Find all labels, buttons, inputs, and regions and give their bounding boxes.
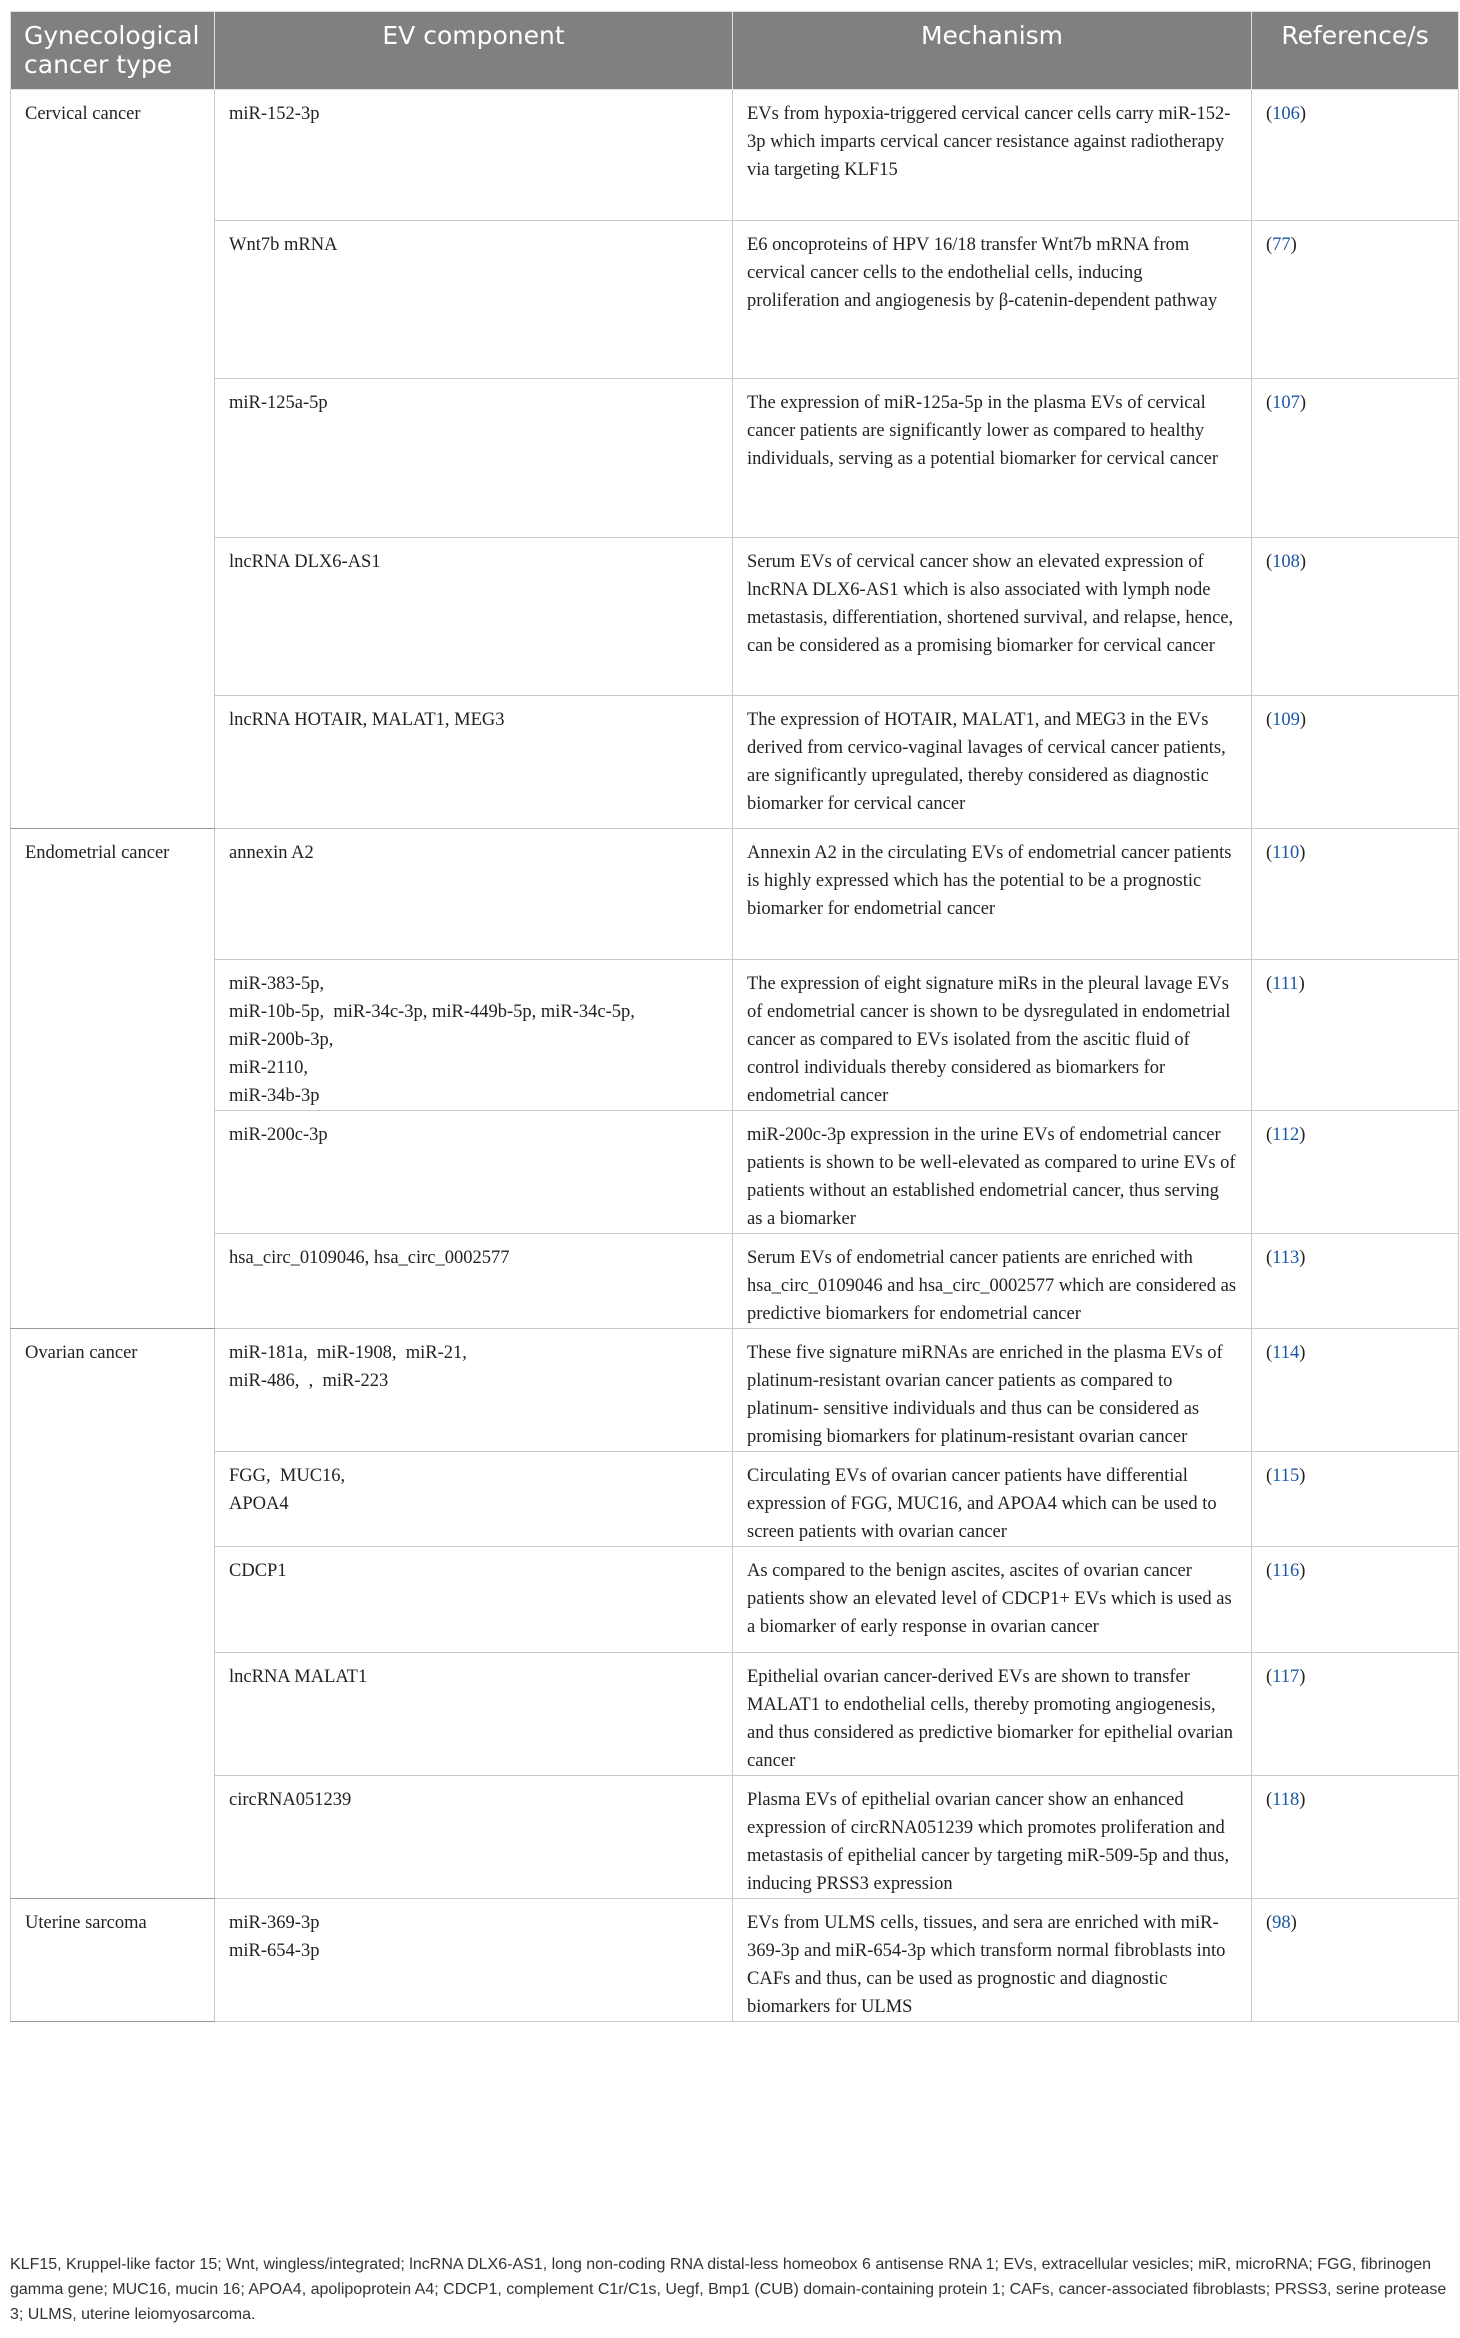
- ev-component-line: circRNA051239: [229, 1790, 352, 1810]
- reference-link[interactable]: 106: [1272, 104, 1300, 124]
- reference-cell: (115): [1252, 1452, 1459, 1547]
- ev-component-cell: [215, 696, 733, 829]
- reference-cell: (114): [1252, 1329, 1459, 1452]
- ev-component-line: miR-34b-3p: [229, 1086, 320, 1106]
- reference-link[interactable]: 114: [1272, 1343, 1300, 1363]
- mechanism-cell: As compared to the benign ascites, ascites of ovarian cancer patients show an elevated level of CDCP1+ EVs which is used as a biomarker of early response in ovarian cancer: [733, 1547, 1252, 1653]
- ev-component-line: miR-2110,: [229, 1058, 308, 1078]
- ev-component-cell: [215, 960, 733, 1111]
- ev-component-line: miR-125a-5p: [229, 393, 328, 413]
- reference-link[interactable]: 109: [1272, 710, 1300, 730]
- reference-link[interactable]: 116: [1272, 1561, 1300, 1581]
- mechanism-cell: Circulating EVs of ovarian cancer patients have differential expression of FGG, MUC16, and APOA4 which can be used to screen patients with ovarian cancer: [733, 1452, 1252, 1547]
- cancer-type-cell: Cervical cancer: [11, 90, 215, 829]
- ev-component-cell: [215, 1899, 733, 2022]
- table-row: [11, 90, 1459, 221]
- ev-component-line: hsa_circ_0109046, hsa_circ_0002577: [229, 1248, 510, 1268]
- reference-cell: (117): [1252, 1653, 1459, 1776]
- reference-cell: (112): [1252, 1111, 1459, 1234]
- reference-cell: (108): [1252, 538, 1459, 696]
- ev-component-line: miR-152-3p: [229, 104, 320, 124]
- ev-component-cell: [215, 1547, 733, 1653]
- ev-component-line: miR-10b-5p, miR-34c-3p, miR-449b-5p, miR-34c-5p,: [229, 1002, 635, 1022]
- table-row: [11, 1329, 1459, 1452]
- reference-cell: (98): [1252, 1899, 1459, 2022]
- ev-component-line: miR-654-3p: [229, 1941, 320, 1961]
- ev-component-cell: [215, 1776, 733, 1899]
- reference-cell: (107): [1252, 379, 1459, 538]
- ev-component-line: miR-200b-3p,: [229, 1030, 334, 1050]
- mechanism-cell: These five signature miRNAs are enriched in the plasma EVs of platinum-resistant ovarian cancer patients as compared to platinum- sensitive individuals and thus can be considered as promising biomarkers for platinum-resistant ovarian cancer: [733, 1329, 1252, 1452]
- table-row: [11, 1234, 1459, 1329]
- table-row: [11, 1899, 1459, 2022]
- reference-cell: (116): [1252, 1547, 1459, 1653]
- ev-component-cell: [215, 221, 733, 379]
- reference-link[interactable]: 110: [1272, 843, 1300, 863]
- table-body: [11, 90, 1459, 2022]
- ev-component-cell: [215, 1234, 733, 1329]
- mechanism-cell: Annexin A2 in the circulating EVs of endometrial cancer patients is highly expressed which has the potential to be a prognostic biomarker for endometrial cancer: [733, 829, 1252, 960]
- cancer-type-cell: Ovarian cancer: [11, 1329, 215, 1899]
- ev-component-line: Wnt7b mRNA: [229, 235, 338, 255]
- mechanism-cell: Serum EVs of endometrial cancer patients are enriched with hsa_circ_0109046 and hsa_circ_0002577 which are considered as predictive biomarkers for endometrial cancer: [733, 1234, 1252, 1329]
- cancer-type-cell: Uterine sarcoma: [11, 1899, 215, 2022]
- ev-component-line: CDCP1: [229, 1561, 287, 1581]
- table-row: [11, 1547, 1459, 1653]
- reference-cell: (77): [1252, 221, 1459, 379]
- reference-cell: (109): [1252, 696, 1459, 829]
- ev-component-cell: [215, 538, 733, 696]
- table-footnote: KLF15, Kruppel-like factor 15; Wnt, wingless/integrated; lncRNA DLX6-AS1, long non-coding RNA distal-less homeobox 6 antisense RNA 1; EVs, extracellular vesicles; miR, microRNA; FGG, fibrinogen gamma gene; MUC16, mucin 16; APOA4, apolipoprotein A4; CDCP1, complement C1r/C1s, Uegf, Bmp1 (CUB) domain-containing protein 1; CAFs, cancer-associated fibroblasts; PRSS3, serine protease 3; ULMS, uterine leiomyosarcoma.: [10, 2256, 1447, 2323]
- ev-component-cell: [215, 1329, 733, 1452]
- header-cancer-type: Gynecological cancer type: [11, 12, 215, 90]
- reference-link[interactable]: 77: [1272, 235, 1291, 255]
- reference-link[interactable]: 111: [1272, 974, 1299, 994]
- ev-component-cell: [215, 90, 733, 221]
- reference-cell: (111): [1252, 960, 1459, 1111]
- reference-link[interactable]: 115: [1272, 1466, 1300, 1486]
- reference-link[interactable]: 117: [1272, 1667, 1300, 1687]
- reference-link[interactable]: 118: [1272, 1790, 1300, 1810]
- mechanism-cell: The expression of miR-125a-5p in the plasma EVs of cervical cancer patients are significantly lower as compared to healthy individuals, serving as a potential biomarker for cervical cancer: [733, 379, 1252, 538]
- table-row: [11, 1452, 1459, 1547]
- mechanism-cell: The expression of eight signature miRs in the pleural lavage EVs of endometrial cancer is shown to be dysregulated in endometrial cancer as compared to EVs isolated from the ascitic fluid of control individuals thereby considered as biomarkers for endometrial cancer: [733, 960, 1252, 1111]
- reference-link[interactable]: 108: [1272, 552, 1300, 572]
- ev-component-cell: [215, 1111, 733, 1234]
- reference-cell: (113): [1252, 1234, 1459, 1329]
- table-header-row: [11, 12, 1459, 90]
- mechanism-cell: miR-200c-3p expression in the urine EVs of endometrial cancer patients is shown to be well-elevated as compared to urine EVs of patients without an established endometrial cancer, thus serving as a biomarker: [733, 1111, 1252, 1234]
- ev-component-line: FGG, MUC16,: [229, 1466, 346, 1486]
- ev-component-line: miR-369-3p: [229, 1913, 320, 1933]
- reference-cell: (110): [1252, 829, 1459, 960]
- ev-component-line: miR-200c-3p: [229, 1125, 328, 1145]
- ev-component-cell: [215, 1452, 733, 1547]
- table-row: [11, 379, 1459, 538]
- ev-component-line: miR-181a, miR-1908, miR-21,: [229, 1343, 467, 1363]
- ev-component-cell: [215, 379, 733, 538]
- table-row: [11, 1111, 1459, 1234]
- reference-cell: (106): [1252, 90, 1459, 221]
- ev-component-table: [10, 11, 1459, 2022]
- table-row: [11, 221, 1459, 379]
- table-row: [11, 538, 1459, 696]
- table-row: [11, 1653, 1459, 1776]
- ev-component-line: miR-486, , miR-223: [229, 1371, 389, 1391]
- mechanism-cell: EVs from ULMS cells, tissues, and sera are enriched with miR-369-3p and miR-654-3p which transform normal fibroblasts into CAFs and thus, can be used as prognostic and diagnostic biomarkers for ULMS: [733, 1899, 1252, 2022]
- ev-component-line: APOA4: [229, 1494, 289, 1514]
- mechanism-cell: Serum EVs of cervical cancer show an elevated expression of lncRNA DLX6-AS1 which is also associated with lymph node metastasis, differentiation, shortened survival, and relapse, hence, can be considered as a promising biomarker for cervical cancer: [733, 538, 1252, 696]
- mechanism-cell: Epithelial ovarian cancer-derived EVs are shown to transfer MALAT1 to endothelial cells, thereby promoting angiogenesis, and thus considered as predictive biomarker for epithelial ovarian cancer: [733, 1653, 1252, 1776]
- mechanism-cell: Plasma EVs of epithelial ovarian cancer show an enhanced expression of circRNA051239 which promotes proliferation and metastasis of epithelial cancer by targeting miR-509-5p and thus, inducing PRSS3 expression: [733, 1776, 1252, 1899]
- ev-component-line: miR-383-5p,: [229, 974, 325, 994]
- ev-component-line: lncRNA MALAT1: [229, 1667, 368, 1687]
- header-mechanism: Mechanism: [733, 12, 1252, 90]
- reference-cell: (118): [1252, 1776, 1459, 1899]
- mechanism-cell: E6 oncoproteins of HPV 16/18 transfer Wnt7b mRNA from cervical cancer cells to the endothelial cells, inducing proliferation and angiogenesis by β-catenin-dependent pathway: [733, 221, 1252, 379]
- reference-link[interactable]: 107: [1272, 393, 1300, 413]
- reference-link[interactable]: 98: [1272, 1913, 1291, 1933]
- ev-component-line: lncRNA DLX6-AS1: [229, 552, 381, 572]
- header-ev-component: EV component: [215, 12, 733, 90]
- table-row: [11, 696, 1459, 829]
- reference-link[interactable]: 112: [1272, 1125, 1300, 1145]
- table-row: [11, 1776, 1459, 1899]
- cancer-type-cell: Endometrial cancer: [11, 829, 215, 1329]
- ev-component-cell: [215, 1653, 733, 1776]
- ev-component-line: annexin A2: [229, 843, 314, 863]
- mechanism-cell: EVs from hypoxia-triggered cervical cancer cells carry miR-152-3p which imparts cervical cancer resistance against radiotherapy via targeting KLF15: [733, 90, 1252, 221]
- table-container: [10, 11, 1458, 2022]
- ev-component-line: lncRNA HOTAIR, MALAT1, MEG3: [229, 710, 505, 730]
- reference-link[interactable]: 113: [1272, 1248, 1300, 1268]
- mechanism-cell: The expression of HOTAIR, MALAT1, and MEG3 in the EVs derived from cervico-vaginal lavages of cervical cancer patients, are significantly upregulated, thereby considered as diagnostic biomarker for cervical cancer: [733, 696, 1252, 829]
- table-row: [11, 960, 1459, 1111]
- table-row: [11, 829, 1459, 960]
- ev-component-cell: [215, 829, 733, 960]
- header-references: Reference/s: [1252, 12, 1459, 90]
